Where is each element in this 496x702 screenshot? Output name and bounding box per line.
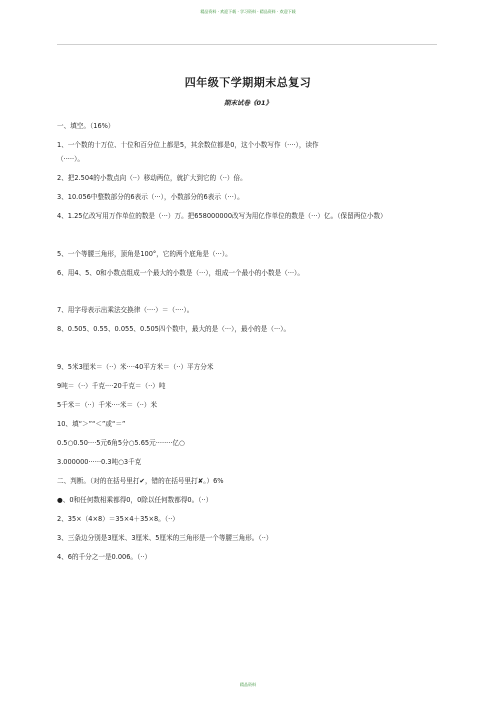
question-line: 3、10.056中整数部分的6表示（···），小数部分的6表示（···）。 (57, 193, 244, 201)
page-title: 四年级下学期期末总复习 (184, 76, 312, 89)
question-line: 6、用4、5、0和小数点组成一个最大的小数是（···），组成一个最小的小数是（···）。 (57, 269, 304, 277)
question-line: 5、一个等腰三角形，顶角是100°，它的两个底角是（···）。 (57, 250, 232, 258)
page-footer: 精品资料 (240, 682, 256, 687)
header-divider (57, 44, 437, 45)
question-line: 3.000000······0.3吨○3千克 (57, 458, 142, 466)
question-line: 9、5米3厘米＝（··）米····40平方米＝（··）平方分米 (57, 363, 214, 371)
section-heading-judge: 二、判断。（对的在括号里打✔，错的在括号里打✘。）6% (57, 477, 224, 485)
question-line: 4、1.25亿改写用万作单位的数是（···）万。把658000000改写为用亿作单位的数是（···）亿。（保留两位小数） (57, 212, 387, 220)
question-line: ●、0和任何数相乘都得0，0除以任何数都得0。（··） (57, 496, 213, 504)
question-line: （·····）。 (57, 155, 84, 163)
question-line: 8、0.505、0.55、0.055、0.505四个数中，最大的是（···），最小的是（···）。 (57, 325, 291, 333)
question-line: 10、填“＞”“＜”或“＝” (57, 420, 126, 428)
page-header: 精品资料 · 欢迎下载 · 学习资料 · 精品资料 · 欢迎下载 (200, 9, 296, 14)
question-line: 9吨＝（··）千克····20千克＝（··）吨 (57, 382, 166, 390)
page-subtitle: 期末试卷《01》 (223, 99, 273, 107)
question-line: 2、把2.504的小数点向（··）移动两位，就扩大到它的（··）倍。 (57, 174, 247, 182)
section-heading-fill: 一、填空。（16%） (57, 122, 115, 130)
question-line: 3、三条边分别是3厘米、3厘米、5厘米的三角形是一个等腰三角形。（··） (57, 534, 273, 542)
question-line: 4、6的千分之一是0.006。（··） (57, 553, 152, 561)
question-line: 5千米＝（··）千米····米＝（··）米 (57, 401, 158, 409)
question-line: 1、一个数的十万位、十位和百分位上都是5，其余数位都是0，这个小数写作（····），读作 (57, 141, 319, 149)
question-line: 0.5○0.50····5元6角5分○5.65元········亿○ (57, 439, 185, 447)
question-line: 7、用字母表示出乘法交换律（····）＝（····）。 (57, 306, 194, 314)
question-line: 2、35×（4×8）＝35×4＋35×8。（··） (57, 515, 179, 523)
